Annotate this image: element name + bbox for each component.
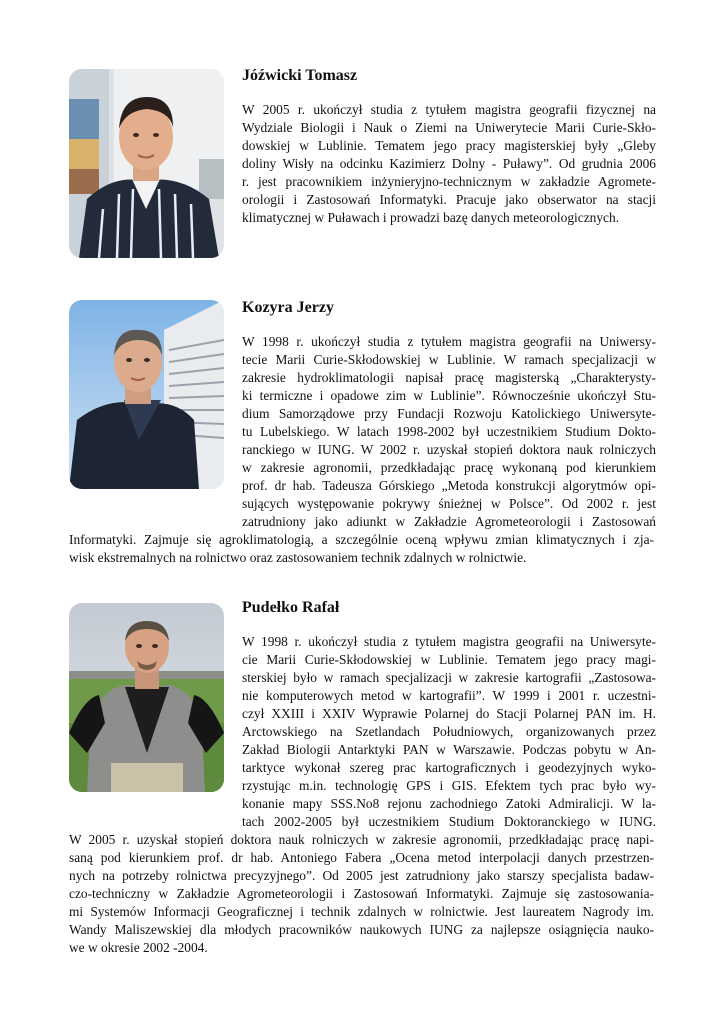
bio-line: tarktyce wykonał szereg prac kartograficznych i geodezyjnych wyko- bbox=[242, 760, 656, 775]
bio-line: cie Marii Curie-Skłodowskiej w Lublinie. Tematem jego pracy magi- bbox=[242, 652, 656, 667]
bio-line: tu Lubelskiego. W latach 1998-2002 był uczestnikiem Studium Dokto- bbox=[242, 424, 656, 439]
bio-line: Zakład Biologii Antarktyki PAN w Warszawie. Podczas pobytu w An- bbox=[242, 742, 656, 757]
person-bio-continued bbox=[69, 831, 654, 957]
bio-line: W 2005 r. ukończył studia z tytułem magistra geografii fizycznej na bbox=[242, 102, 656, 117]
bio-line: konanie mapy SSS.No8 rejonu zachodniego Zatoki Admiralicji. W la- bbox=[242, 796, 656, 811]
bio-line: sterskiej było w ramach specjalizacji w zakresie kartografii „Zastosowa- bbox=[242, 670, 656, 685]
bio-line: W 1998 r. ukończył studia z tytułem magistra geografii na Uniwersy- bbox=[242, 334, 656, 349]
bio-line: ki termiczne i opadowe zim w Lublinie”. Równocześnie ukończył Stu- bbox=[242, 388, 656, 403]
bio-line: zatrudniony jako adiunkt w Zakładzie Agrometeorologii i Zastosowań bbox=[242, 514, 656, 529]
bio-line: w zakresie agronomii, przedkładając pracę wykonaną pod kierunkiem bbox=[242, 460, 656, 475]
bio-line: mi Systemów Informacji Geograficznej i technik zdalnych w rolnictwie. Jest laureatem Nagrody im. bbox=[69, 904, 654, 919]
person-bio bbox=[242, 333, 656, 531]
bio-line: we w okresie 2002 -2004. bbox=[69, 940, 208, 955]
person-name: Pudełko Rafał bbox=[242, 599, 340, 616]
bio-line: ranckiego w IUNG. W 2002 r. uzyskał stopień doktora nauk rolniczych bbox=[242, 442, 656, 457]
bio-line: Wydziale Biologii i Nauk o Ziemi na Uniwerytecie Marii Curie-Skło- bbox=[242, 120, 656, 135]
person-bio-continued bbox=[69, 531, 654, 567]
bio-line: tach 2002-2005 był uczestnikiem Studium Doktoranckiego w IUNG. bbox=[242, 814, 656, 829]
bio-line: Informatyki. Zajmuje się agroklimatologią, a szczególnie oceną wpływu zmian klimatycznych i zja- bbox=[69, 532, 654, 547]
bio-line: W 1998 r. ukończył studia z tytułem magistra geografii na Uniwersyte- bbox=[242, 634, 656, 649]
bio-line: Wandy Maliszewskiej dla młodych pracowników naukowych IUNG za najlepsze osiągnięcia nauko- bbox=[69, 922, 654, 937]
bio-line: saną pod kierunkiem prof. dr hab. Antoniego Fabera „Ocena metod interpolacji danych przestrzen- bbox=[69, 850, 654, 865]
bio-line: nie komputerowych metod w kartografii”. W 1999 i 2001 r. uczestni- bbox=[242, 688, 656, 703]
photo-jozwicki-tomasz bbox=[69, 69, 224, 258]
bio-line: zakresie hydroklimatologii napisał pracę magisterską „Charakterysty- bbox=[242, 370, 656, 385]
bio-line: rzystując m.in. technologię GPS i GIS. Efektem tych prac było wy- bbox=[242, 778, 656, 793]
bio-line: wisk ekstremalnych na rolnictwo oraz zastosowaniem technik zdalnych w rolnictwie. bbox=[69, 550, 527, 565]
bio-line: sujących występowanie pokrywy śnieżnej w Polsce”. Od 2002 r. jest bbox=[242, 496, 656, 511]
bio-line: dium Samorządowe przy Fundacji Rozwoju Katolickiego Uniwersyte- bbox=[242, 406, 656, 421]
bio-line: nych na potrzeby rolnictwa precyzyjnego”. Od 2005 jest zatrudniony jako starszy specjalista badaw- bbox=[69, 868, 654, 883]
bio-line: klimatycznej w Puławach i prowadzi bazę danych meteorologicznych. bbox=[242, 210, 620, 225]
bio-line: prof. dr hab. Tadeusza Górskiego „Metoda konstrukcji algorytmów opi- bbox=[242, 478, 656, 493]
bio-line: doliny Wisły na odcinku Kazimierz Dolny - Puławy”. Od grudnia 2006 bbox=[242, 156, 656, 171]
bio-line: dowskiej w Lublinie. Tematem jego pracy magisterskiej były „Gleby bbox=[242, 138, 656, 153]
bio-line: tecie Marii Curie-Skłodowskiej w Lublinie. W ramach specjalizacji w bbox=[242, 352, 656, 367]
bio-line: r. jest pracownikiem inżynieryjno-technicznym w zakładzie Agromete- bbox=[242, 174, 656, 189]
person-name: Jóźwicki Tomasz bbox=[242, 67, 358, 84]
person-bio bbox=[242, 101, 656, 227]
photo-kozyra-jerzy bbox=[69, 300, 224, 489]
bio-line: W 2005 r. uzyskał stopień doktora nauk rolniczych w zakresie agronomii, przedkładając pracę napi- bbox=[69, 832, 654, 847]
person-name: Kozyra Jerzy bbox=[242, 299, 334, 316]
bio-line: orologii i Zastosowań Informatyki. Pracuje jako obserwator na stacji bbox=[242, 192, 656, 207]
bio-line: czył XXIII i XXIV Wyprawie Polarnej do Stacji Polarnej PAN im. H. bbox=[242, 706, 656, 721]
photo-pudelko-rafal bbox=[69, 603, 224, 792]
person-bio bbox=[242, 633, 656, 831]
bio-line: Arctowskiego na Szetlandach Południowych, organizowanych przez bbox=[242, 724, 656, 739]
bio-line: czo-techniczny w Zakładzie Agrometeorologii i Zastosowań Informatyki. Zajmuje się zastosowania- bbox=[69, 886, 654, 901]
